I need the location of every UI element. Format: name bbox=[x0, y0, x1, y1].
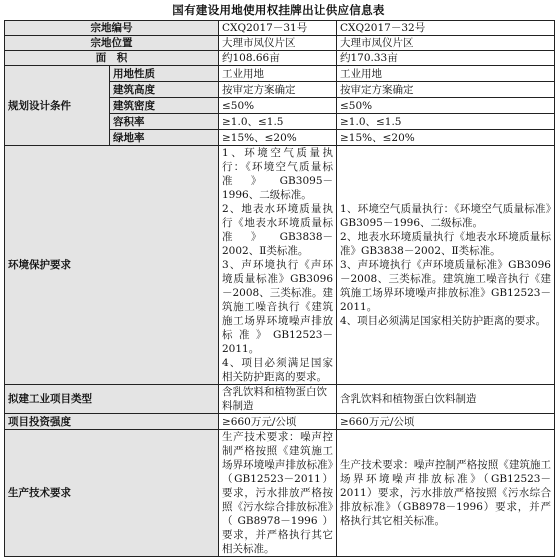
environment-a bbox=[219, 146, 337, 385]
land-supply-table bbox=[4, 20, 555, 557]
label-green-ratio: 绿地率 bbox=[110, 130, 219, 146]
environment-a-item: 1、环境空气质量执行：《环境空气质量标准》GB3095－1996、二级标准。 bbox=[222, 147, 333, 201]
plot-ratio-a: ≥1.0、≤1.5 bbox=[219, 114, 337, 130]
label-parcel-no: 宗地编号 bbox=[5, 21, 219, 36]
label-industry-type: 拟建工业项目类型 bbox=[5, 385, 219, 414]
environment-a-item: 4、项目必须满足国家相关防护距离的要求。 bbox=[222, 357, 333, 383]
location-b: 大理市凤仪片区 bbox=[337, 36, 555, 51]
label-building-density: 建筑密度 bbox=[110, 98, 219, 114]
investment-a: ≥660万元/公顷 bbox=[219, 414, 337, 430]
row-industry-type bbox=[5, 385, 555, 414]
building-density-b: ≤50% bbox=[337, 98, 555, 114]
environment-b-item: 1、环境空气质量执行：《环境空气质量标准》GB3095－1996、二级标准。 bbox=[340, 203, 551, 229]
row-planning-land-use bbox=[5, 66, 555, 82]
building-height-b: 按审定方案确定 bbox=[337, 82, 555, 98]
green-ratio-a: ≥15%、≤20% bbox=[219, 130, 337, 146]
environment-b-item: 2、地表水环境质量执行《地表水环境质量标准》GB3838－2002、Ⅱ类标准。 bbox=[340, 231, 551, 257]
row-environment bbox=[5, 146, 555, 385]
environment-b-item: 4、项目必须满足国家相关防护距离的要求。 bbox=[340, 315, 547, 327]
label-building-height: 建筑高度 bbox=[110, 82, 219, 98]
label-planning: 规划设计条件 bbox=[5, 66, 110, 146]
building-height-a: 按审定方案确定 bbox=[219, 82, 337, 98]
label-production: 生产技术要求 bbox=[5, 430, 219, 557]
label-land-use: 用地性质 bbox=[110, 66, 219, 82]
investment-b: ≥660万元/公顷 bbox=[337, 414, 555, 430]
label-environment: 环境保护要求 bbox=[5, 146, 219, 385]
row-area bbox=[5, 51, 555, 66]
label-investment: 项目投资强度 bbox=[5, 414, 219, 430]
land-use-a: 工业用地 bbox=[219, 66, 337, 82]
row-production bbox=[5, 430, 555, 557]
label-plot-ratio: 容积率 bbox=[110, 114, 219, 130]
area-a: 约108.66亩 bbox=[219, 51, 337, 66]
location-a: 大理市凤仪片区 bbox=[219, 36, 337, 51]
production-a: 生产技术要求：噪声控制严格按照《建筑施工场界环境噪声排放标准》（GB12523－2011）要求，污水排放严格按照《污水综合排放标准》（GB8978－1996）要求，并严格执行其它相关标准。 bbox=[219, 430, 337, 557]
area-b: 约170.33亩 bbox=[337, 51, 555, 66]
green-ratio-b: ≥15%、≤20% bbox=[337, 130, 555, 146]
environment-b-item: 3、声环境执行《声环境质量标准》GB3096－2008、三类标准。建筑施工噪音执行《建筑施工场界环境噪声排放标准》GB12523－2011。 bbox=[340, 259, 551, 313]
label-location: 宗地位置 bbox=[5, 36, 219, 51]
environment-a-item: 3、声环境执行《声环境质量标准》GB3096－2008、三类标准。建筑施工噪音执行《建筑施工场界环境噪声排放标准》GB12523－2011。 bbox=[222, 259, 333, 355]
row-location bbox=[5, 36, 555, 51]
building-density-a: ≤50% bbox=[219, 98, 337, 114]
production-b: 生产技术要求：噪声控制严格按照《建筑施工场界环境噪声排放标准》（GB12523－2011）要求，污水排放严格按照《污水综合排放标准》（GB8978－1996）要求，并严格执行其它相关标准。 bbox=[337, 430, 555, 557]
label-area: 面 积 bbox=[5, 51, 219, 66]
parcel-no-b: CXQ2017－32号 bbox=[337, 21, 555, 36]
row-investment bbox=[5, 414, 555, 430]
parcel-no-a: CXQ2017－31号 bbox=[219, 21, 337, 36]
industry-type-b: 含乳饮料和植物蛋白饮料制造 bbox=[337, 385, 555, 414]
land-use-b: 工业用地 bbox=[337, 66, 555, 82]
plot-ratio-b: ≥1.0、≤1.5 bbox=[337, 114, 555, 130]
page-title: 国有建设用地使用权挂牌出让供应信息表 bbox=[172, 3, 385, 17]
row-parcel-no bbox=[5, 21, 555, 36]
industry-type-a: 含乳饮料和植物蛋白饮料制造 bbox=[219, 385, 337, 414]
environment-a-item: 2、地表水环境质量执行《地表水环境质量标准》GB3838－2002、Ⅱ类标准。 bbox=[222, 203, 333, 257]
environment-b bbox=[337, 146, 555, 385]
